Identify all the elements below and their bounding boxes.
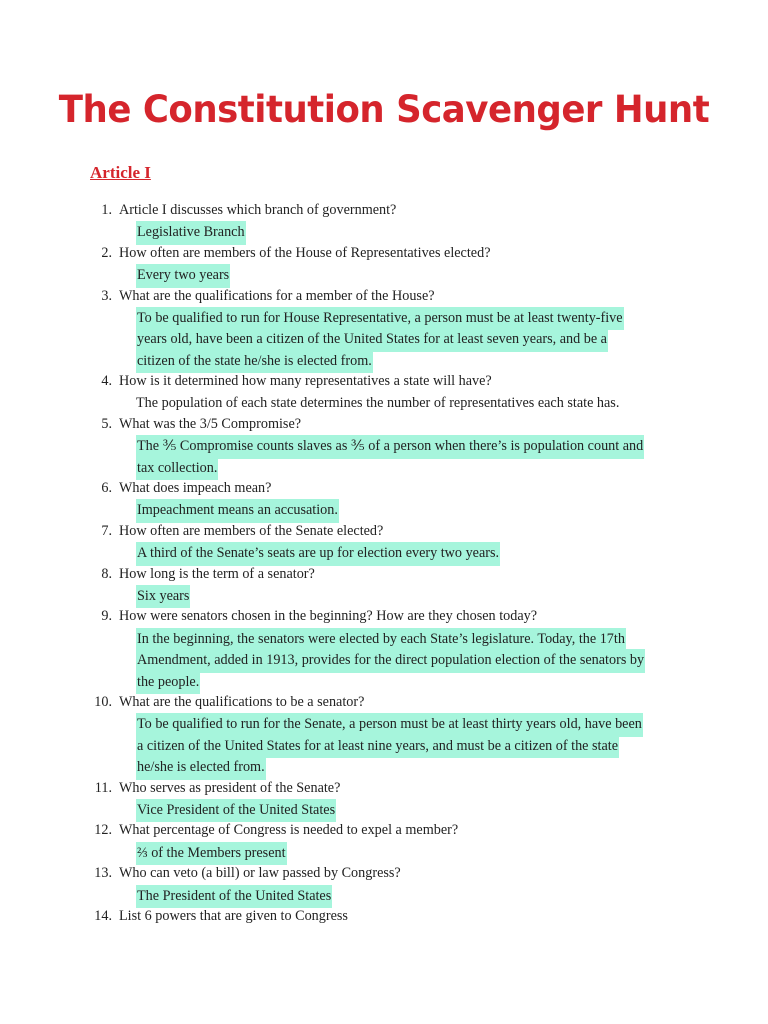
question-item xyxy=(0,778,768,821)
question-number: 2. xyxy=(101,244,112,261)
answer-line xyxy=(0,885,768,906)
question-line xyxy=(0,906,768,927)
answer-line xyxy=(0,435,768,456)
question-text: What was the 3/5 Compromise? xyxy=(119,415,302,432)
question-number: 11. xyxy=(94,779,112,796)
question-item xyxy=(0,564,768,607)
question-number: 4. xyxy=(101,373,112,390)
question-line xyxy=(0,243,768,264)
highlighted-answer-text: In the beginning, the senators were elected by each State’s legislature. Today, the 17th xyxy=(136,628,626,651)
answer-line xyxy=(0,799,768,820)
highlighted-answer-text: Vice President of the United States xyxy=(136,799,336,822)
question-line xyxy=(0,863,768,884)
question-number: 6. xyxy=(101,480,112,497)
question-text: Who can veto (a bill) or law passed by Congress? xyxy=(119,865,401,882)
question-item xyxy=(0,863,768,906)
question-item xyxy=(0,243,768,286)
question-text: How is it determined how many representatives a state will have? xyxy=(119,373,492,390)
highlighted-answer-text: Amendment, added in 1913, provides for the direct population election of the senators by xyxy=(136,649,645,672)
answer-line xyxy=(0,457,768,478)
answer-line xyxy=(0,350,768,371)
answer-line xyxy=(0,221,768,242)
highlighted-answer-text: he/she is elected from. xyxy=(136,756,266,779)
question-number: 8. xyxy=(101,565,112,582)
question-number: 12. xyxy=(94,822,112,839)
answer-line xyxy=(0,328,768,349)
question-line xyxy=(0,478,768,499)
question-number: 7. xyxy=(101,522,112,539)
question-number: 5. xyxy=(101,415,112,432)
highlighted-answer-text: Impeachment means an accusation. xyxy=(136,499,339,522)
answer-line xyxy=(0,756,768,777)
question-line xyxy=(0,371,768,392)
question-number: 9. xyxy=(101,608,112,625)
question-line xyxy=(0,286,768,307)
question-text: What are the qualifications for a member of the House? xyxy=(119,287,435,304)
question-line xyxy=(0,820,768,841)
question-text: What are the qualifications to be a senator? xyxy=(119,693,365,710)
question-line xyxy=(0,521,768,542)
answer-line xyxy=(0,649,768,670)
question-item xyxy=(0,521,768,564)
highlighted-answer-text: A third of the Senate’s seats are up for election every two years. xyxy=(136,542,500,565)
highlighted-answer-text: Six years xyxy=(136,585,190,608)
question-number: 13. xyxy=(94,865,112,882)
highlighted-answer-text: a citizen of the United States for at least nine years, and must be a citizen of the state xyxy=(136,735,619,758)
question-line xyxy=(0,606,768,627)
answer-line xyxy=(0,628,768,649)
answer-line xyxy=(0,671,768,692)
question-line xyxy=(0,564,768,585)
question-item xyxy=(0,200,768,243)
answer-line xyxy=(0,713,768,734)
answer-line xyxy=(0,393,768,414)
question-item xyxy=(0,692,768,778)
question-list xyxy=(0,200,768,927)
highlighted-answer-text: years old, have been a citizen of the United States for at least seven years, and be a xyxy=(136,328,608,351)
highlighted-answer-text: tax collection. xyxy=(136,457,218,480)
question-text: Who serves as president of the Senate? xyxy=(119,779,341,796)
question-text: List 6 powers that are given to Congress xyxy=(119,907,348,924)
highlighted-answer-text: citizen of the state he/she is elected from. xyxy=(136,350,373,373)
highlighted-answer-text: the people. xyxy=(136,671,200,694)
highlighted-answer-text: To be qualified to run for House Representative, a person must be at least twenty-five xyxy=(136,307,624,330)
question-number: 14. xyxy=(94,907,112,924)
question-item xyxy=(0,286,768,372)
question-text: How often are members of the House of Representatives elected? xyxy=(119,244,491,261)
page-title: The Constitution Scavenger Hunt xyxy=(58,88,710,131)
question-number: 3. xyxy=(101,287,112,304)
question-text: What does impeach mean? xyxy=(119,480,272,497)
answer-text: The population of each state determines the number of representatives each state has. xyxy=(136,394,620,411)
question-line xyxy=(0,200,768,221)
question-line xyxy=(0,692,768,713)
question-item xyxy=(0,478,768,521)
section-heading-article-i: Article I xyxy=(90,163,151,182)
highlighted-answer-text: ⅔ of the Members present xyxy=(136,842,287,865)
highlighted-answer-text: The ⅗ Compromise counts slaves as ⅗ of a person when there’s is population count and xyxy=(136,435,644,458)
highlighted-answer-text: Every two years xyxy=(136,264,230,287)
answer-line xyxy=(0,585,768,606)
question-item xyxy=(0,371,768,414)
question-text: How long is the term of a senator? xyxy=(119,565,315,582)
answer-line xyxy=(0,264,768,285)
question-line xyxy=(0,778,768,799)
answer-line xyxy=(0,499,768,520)
answer-line xyxy=(0,307,768,328)
question-text: What percentage of Congress is needed to expel a member? xyxy=(119,822,459,839)
highlighted-answer-text: To be qualified to run for the Senate, a person must be at least thirty years old, have been xyxy=(136,713,643,736)
question-line xyxy=(0,414,768,435)
question-item xyxy=(0,906,768,927)
question-item xyxy=(0,820,768,863)
question-number: 1. xyxy=(101,202,112,218)
answer-line xyxy=(0,735,768,756)
question-item xyxy=(0,606,768,692)
question-number: 10. xyxy=(94,693,112,710)
answer-line xyxy=(0,542,768,563)
question-text: How often are members of the Senate elected? xyxy=(119,522,384,539)
answer-line xyxy=(0,842,768,863)
question-text: Article I discusses which branch of government? xyxy=(119,202,397,218)
question-item xyxy=(0,414,768,478)
question-text: How were senators chosen in the beginning? How are they chosen today? xyxy=(119,608,538,625)
highlighted-answer-text: Legislative Branch xyxy=(136,221,246,244)
highlighted-answer-text: The President of the United States xyxy=(136,885,332,908)
